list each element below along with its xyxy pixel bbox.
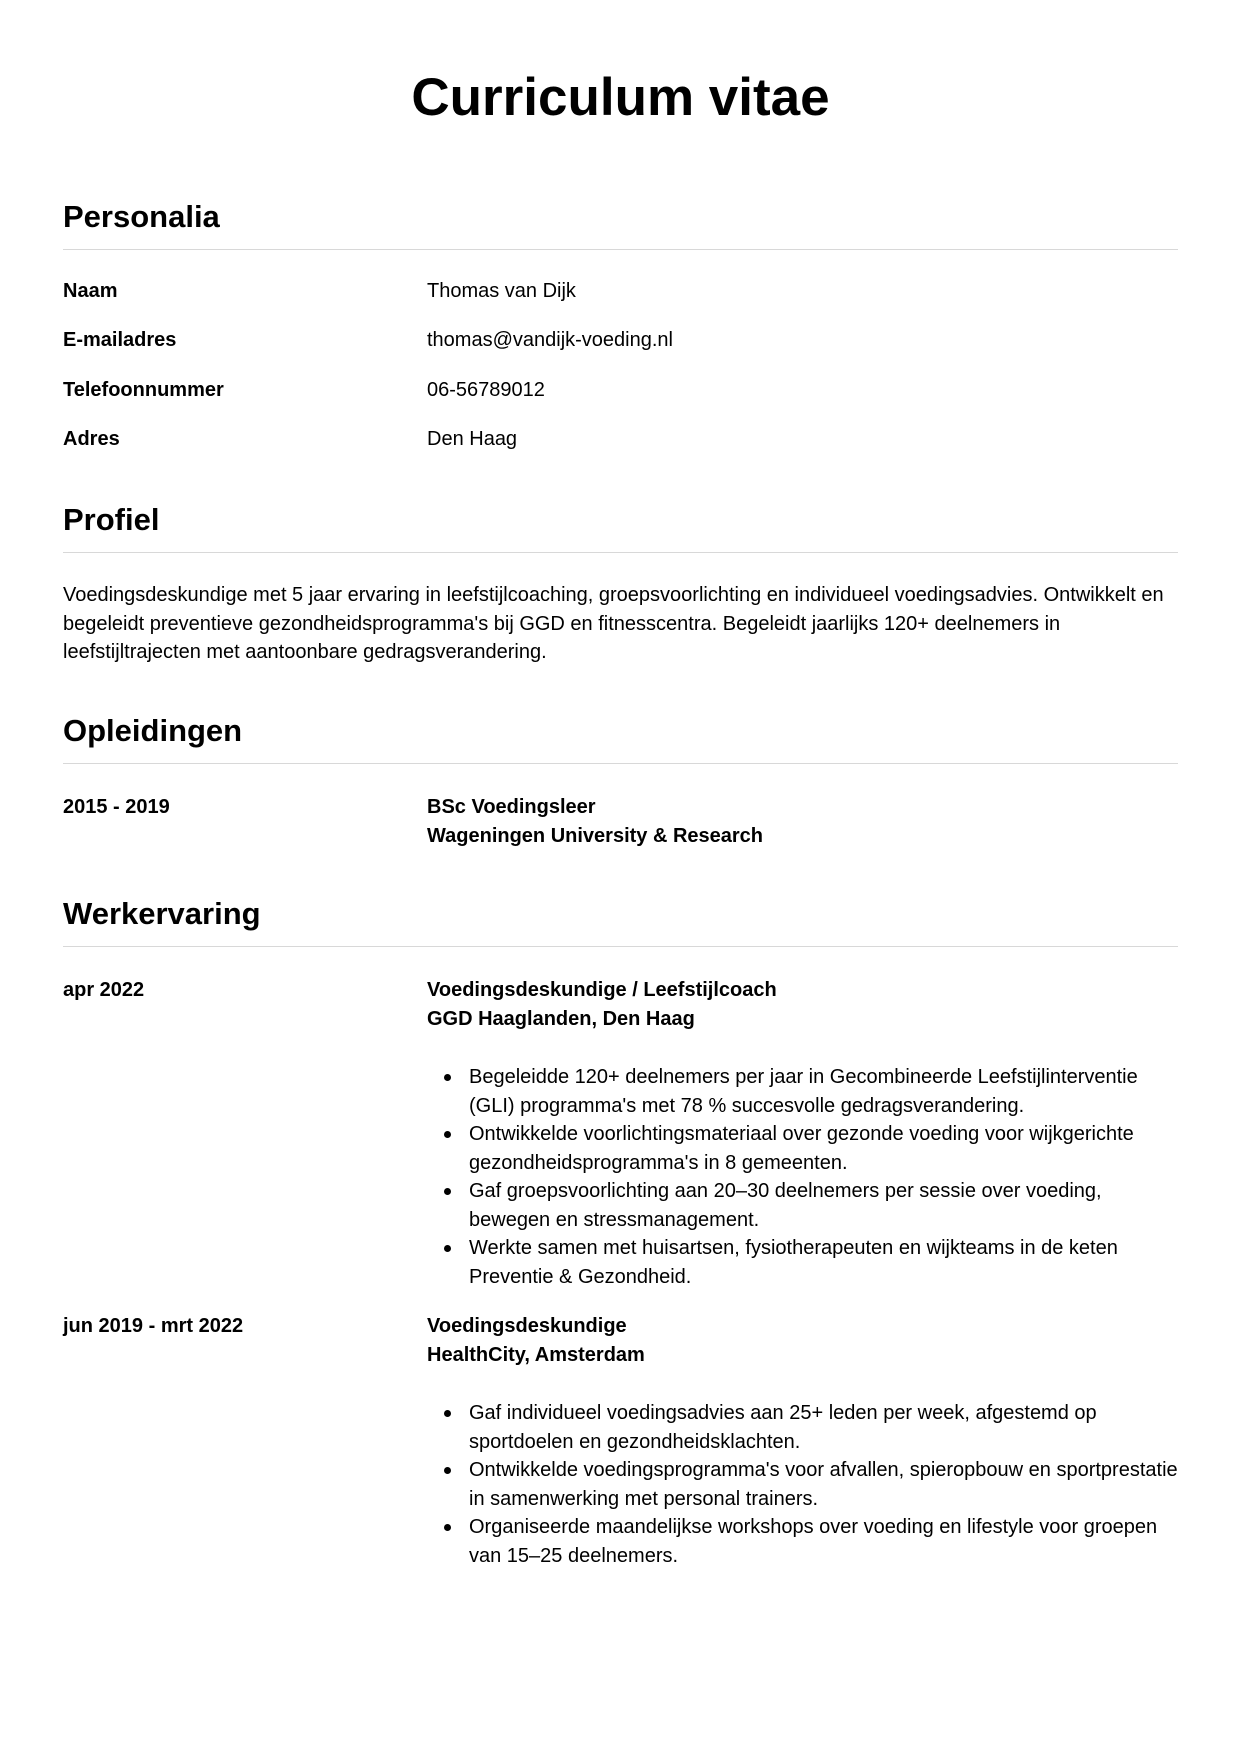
education-institution: Wageningen University & Research <box>427 825 764 847</box>
job-period: apr 2022 <box>63 979 145 1001</box>
list-item: Werkte samen met huisartsen, fysiotherapeuten en wijkteams in de keten Preventie & Gezondheid. <box>427 1234 1178 1291</box>
field-label: Naam <box>63 280 118 302</box>
section-divider <box>63 763 1178 764</box>
section-divider <box>63 249 1178 250</box>
section-heading-personalia: Personalia <box>63 199 220 234</box>
job-employer: HealthCity, Amsterdam <box>427 1344 645 1366</box>
job-employer: GGD Haaglanden, Den Haag <box>427 1008 695 1030</box>
section-personalia <box>63 197 1178 450</box>
profile-summary: Voedingsdeskundige met 5 jaar ervaring in leefstijlcoaching, groepsvoorlichting en individueel voedingsadvies. Ontwikkelt en begeleidt preventieve gezondheidsprogramma's bij GGD en fitnesscentra. Begeleidt jaarlijks 120+ deelnemers in leefstijltrajecten met aantoonbare gedragsverandering. <box>63 584 1164 663</box>
field-label: E-mailadres <box>63 329 177 351</box>
list-item: Gaf individueel voedingsadvies aan 25+ leden per week, afgestemd op sportdoelen en gezondheidsklachten. <box>427 1399 1178 1456</box>
field-label: Telefoonnummer <box>63 379 224 401</box>
list-item: Ontwikkelde voedingsprogramma's voor afvallen, spieropbouw en sportprestatie in samenwerking met personal trainers. <box>427 1456 1178 1513</box>
section-divider <box>63 552 1178 553</box>
field-value: thomas@vandijk-voeding.nl <box>427 329 673 351</box>
field-value: Thomas van Dijk <box>427 280 576 302</box>
list-item: Gaf groepsvoorlichting aan 20–30 deelnemers per sessie over voeding, bewegen en stressmanagement. <box>427 1177 1178 1234</box>
education-degree: BSc Voedingsleer <box>427 796 596 818</box>
section-heading-profiel: Profiel <box>63 502 160 537</box>
list-item: Organiseerde maandelijkse workshops over voeding en lifestyle voor groepen van 15–25 deelnemers. <box>427 1513 1178 1570</box>
field-label: Adres <box>63 428 120 450</box>
section-werkervaring <box>63 894 1178 1567</box>
job-responsibilities <box>427 1399 1178 1570</box>
section-opleidingen <box>63 711 1178 847</box>
job-role: Voedingsdeskundige <box>427 1315 627 1337</box>
job-role: Voedingsdeskundige / Leefstijlcoach <box>427 979 777 1001</box>
section-heading-werkervaring: Werkervaring <box>63 896 261 931</box>
list-item: Begeleidde 120+ deelnemers per jaar in Gecombineerde Leefstijlinterventie (GLI) programma's met 78 % succesvolle gedragsverandering. <box>427 1063 1178 1120</box>
field-value: 06-56789012 <box>427 379 545 401</box>
job-period: jun 2019 - mrt 2022 <box>63 1315 244 1337</box>
section-profiel <box>63 500 1178 667</box>
education-period: 2015 - 2019 <box>63 796 170 818</box>
job-detail <box>427 976 1178 1291</box>
job-detail <box>427 1312 1178 1570</box>
job-responsibilities <box>427 1063 1178 1291</box>
list-item: Ontwikkelde voorlichtingsmateriaal over gezonde voeding voor wijkgerichte gezondheidsprogramma's in 8 gemeenten. <box>427 1120 1178 1177</box>
section-divider <box>63 946 1178 947</box>
section-heading-opleidingen: Opleidingen <box>63 713 243 748</box>
document-title: Curriculum vitae <box>411 68 830 127</box>
field-value: Den Haag <box>427 428 518 450</box>
education-detail <box>427 793 1178 851</box>
